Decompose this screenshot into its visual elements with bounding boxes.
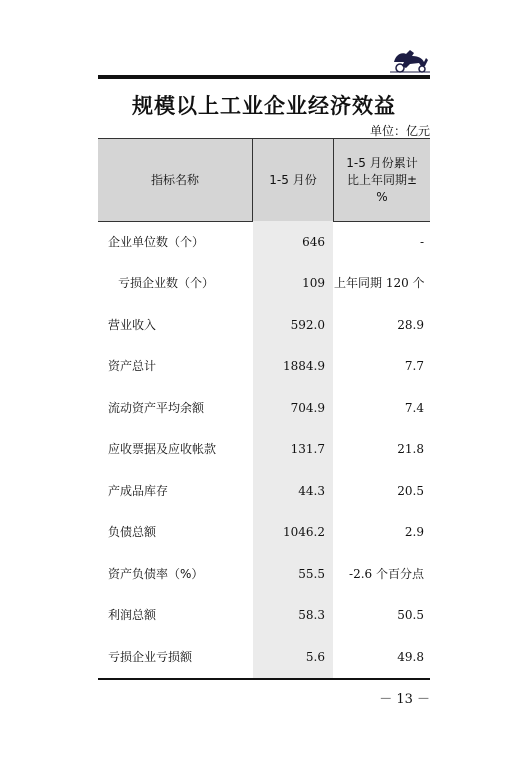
table-row <box>98 594 430 636</box>
row-change: 50.5 <box>397 608 424 622</box>
table-header <box>98 138 430 222</box>
row-name: 亏损企业亏损额 <box>108 650 193 664</box>
row-value: 1884.9 <box>283 359 325 373</box>
row-change: 7.7 <box>404 359 424 373</box>
row-change: 28.9 <box>397 318 424 332</box>
row-name: 应收票据及应收帐款 <box>108 442 217 456</box>
row-value: 58.3 <box>298 608 325 622</box>
header-change-text: 1-5 月份累计比上年同期±% <box>346 155 418 204</box>
row-change: 2.9 <box>404 525 424 539</box>
row-value: 131.7 <box>290 442 325 456</box>
row-value: 44.3 <box>298 484 325 498</box>
table-row <box>98 636 430 678</box>
row-name: 负债总额 <box>108 525 157 539</box>
row-name: 资产负债率（%） <box>108 567 204 581</box>
table-row <box>98 428 430 470</box>
row-change: 7.4 <box>404 401 424 415</box>
row-value: 5.6 <box>305 650 325 664</box>
row-name: 资产总计 <box>108 359 157 373</box>
row-change: 上年同期 120 个 <box>334 276 425 290</box>
page-number: － 13 － <box>379 692 430 707</box>
row-name: 企业单位数（个） <box>108 235 205 249</box>
row-change: 49.8 <box>397 650 424 664</box>
top-rule <box>98 75 430 79</box>
bottom-rule <box>98 678 430 680</box>
row-value: 704.9 <box>290 401 325 415</box>
row-value: 592.0 <box>290 318 325 332</box>
header-indicator-name: 指标名称 <box>98 139 253 221</box>
table-row <box>98 262 430 304</box>
row-change: -2.6 个百分点 <box>349 567 424 581</box>
table-row <box>98 345 430 387</box>
header-change <box>334 139 430 221</box>
table-row <box>98 511 430 553</box>
row-name: 营业收入 <box>108 318 157 332</box>
row-change: 20.5 <box>397 484 424 498</box>
row-name: 流动资产平均余额 <box>108 401 205 415</box>
row-change: - <box>419 235 424 249</box>
table-body <box>98 221 430 678</box>
row-value: 1046.2 <box>283 525 325 539</box>
unit-label: 单位：亿元 <box>369 124 430 138</box>
row-name: 亏损企业数（个） <box>118 276 215 290</box>
table-row <box>98 470 430 512</box>
table-row <box>98 221 430 263</box>
header-period: 1-5 月份 <box>253 139 334 221</box>
table-row <box>98 553 430 595</box>
row-name: 产成品库存 <box>108 484 169 498</box>
horse-emblem-icon <box>388 44 432 74</box>
row-change: 21.8 <box>397 442 424 456</box>
page-title: 规模以上工业企业经济效益 <box>132 94 396 118</box>
row-value: 55.5 <box>298 567 325 581</box>
table-row <box>98 304 430 346</box>
row-value: 109 <box>302 276 325 290</box>
table-row <box>98 387 430 429</box>
row-name: 利润总额 <box>108 608 157 622</box>
row-value: 646 <box>302 235 325 249</box>
